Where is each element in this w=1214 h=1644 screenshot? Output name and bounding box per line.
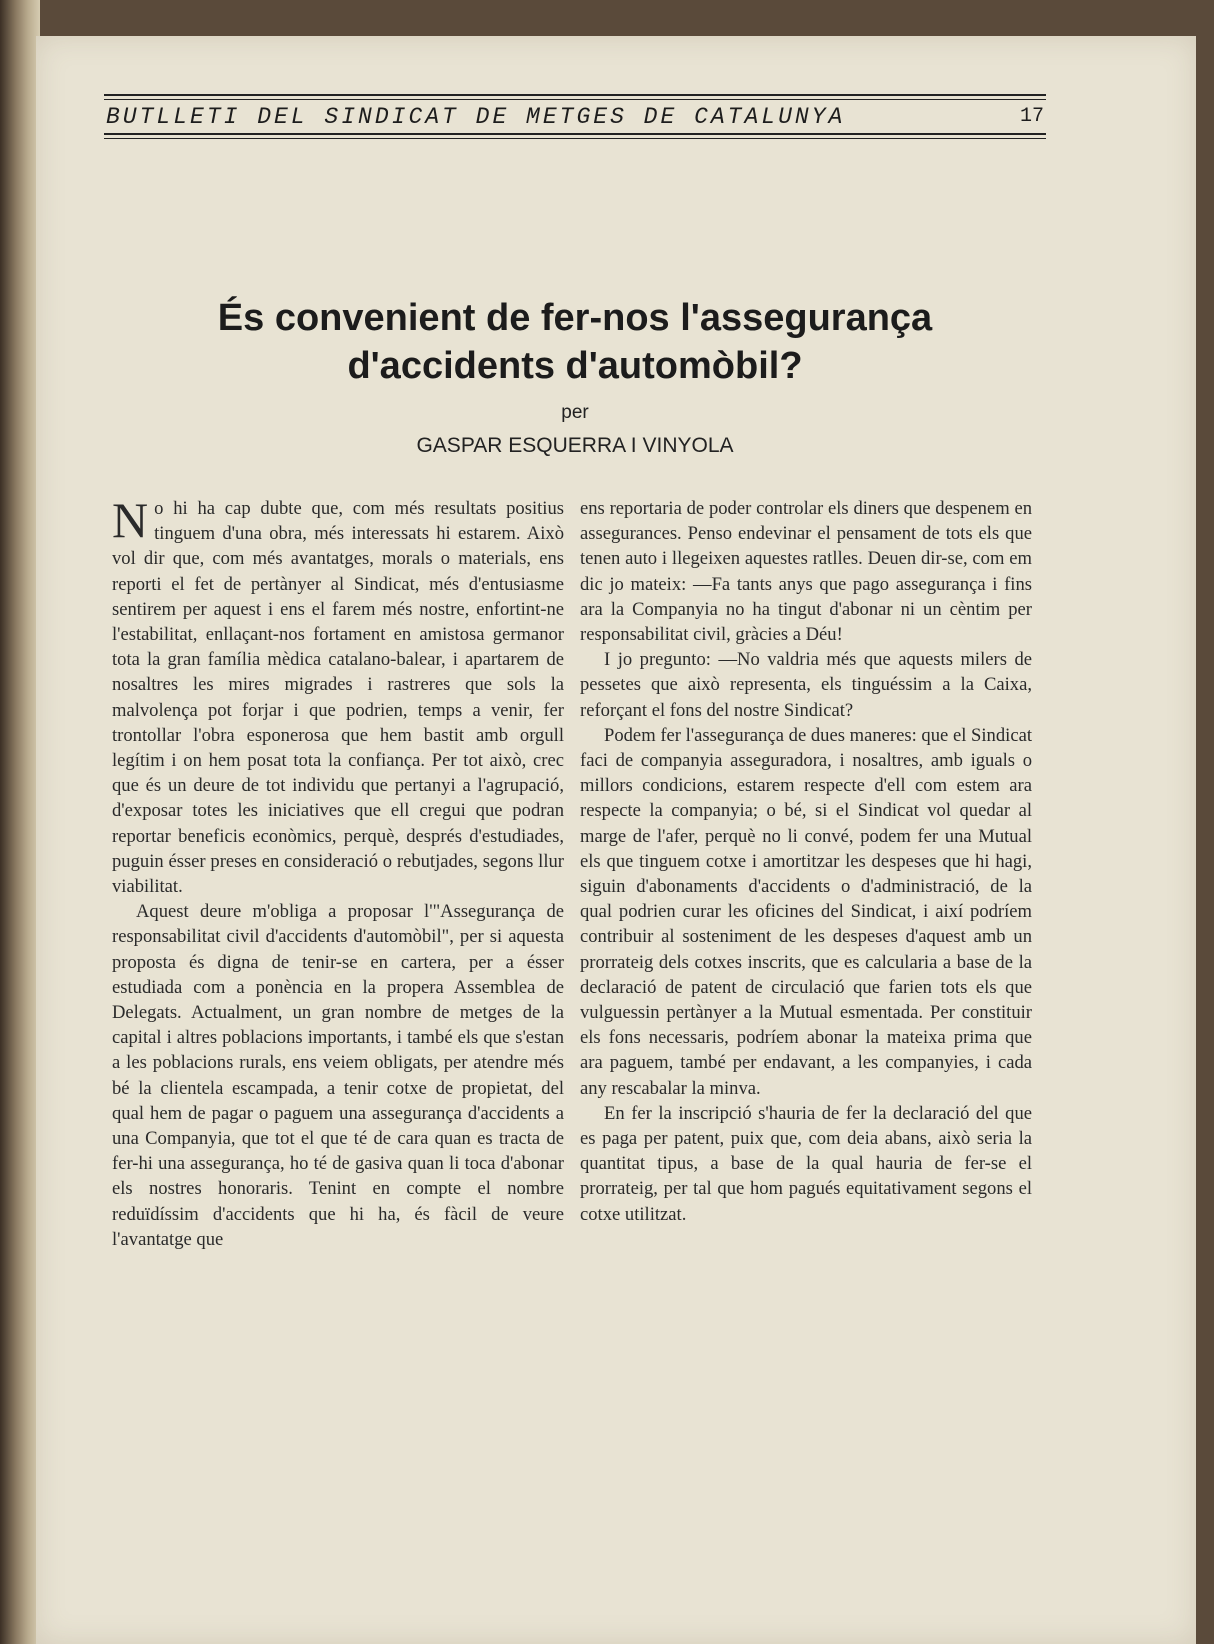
author-name: GASPAR ESQUERRA I VINYOLA	[416, 434, 734, 457]
left-column	[112, 492, 564, 1252]
drop-cap: N	[112, 492, 149, 548]
page-number: 17	[1019, 105, 1044, 128]
byline-per: per	[561, 402, 589, 423]
header-rule-bottom-thin	[104, 138, 1046, 139]
book-spine	[0, 0, 40, 1644]
header-rule-top-thin	[104, 99, 1046, 100]
paragraph: I jo pregunto: —No valdria més que aquests milers de pessetes que això representa, els tinguéssim a la Caixa, reforçant el fons del nostre Sindicat?	[580, 649, 1032, 721]
article-title	[104, 294, 1046, 390]
paragraph: En fer la inscripció s'hauria de fer la declaració del que es paga per patent, puix que, com deia abans, això seria la quantitat tipus, a base de la qual hauria de fer-se el prorrateig, per tal que hom pagués equitativament segons el cotxe utilitzat.	[580, 1102, 1032, 1225]
document-page	[36, 36, 1196, 1644]
paragraph: Aquest deure m'obliga a proposar l'"Assegurança de responsabilitat civil d'accidents d'automòbil", per si aquesta proposta és digna de tenir-se en cartera, per a ésser estudiada com a ponència en la propera Assemblea de Delegats. Actualment, un gran nombre de metges de la capital i altres poblacions importants, i també els que s'estan a les poblacions rurals, ens veiem obligats, per atendre més bé la clientela escampada, a tenir cotxe de propietat, del qual hem de pagar o paguem una assegurança d'accidents a una Companyia, que tot el que té de cara quan es tracta de fer-hi una assegurança, ho té de gasiva quan li toca d'abonar els nostres honoraris. Tenint en compte el nombre reduïdíssim d'accidents que hi ha, és fàcil de veure l'avantatge que	[112, 901, 564, 1250]
article-title-line-2: d'accidents d'automòbil?	[347, 345, 803, 387]
paragraph-text: o hi ha cap dubte que, com més resultats positius tinguem d'una obra, més interessats hi estarem. Això vol dir que, com més avantatges, morals o materials, ens reporti el fet de pertànyer al Sindicat, més d'entusiasme sentirem per aquest i ens el farem més nostre, enfortint-ne l'estabilitat, enllaçant-nos fortament en amistosa germanor tota la gran família mèdica catalano-balear, i apartarem de nosaltres les mires migrades i rastreres que sols la malvolença pot forjar i que podrien, temps a venir, fer trontollar l'obra esponerosa que hem bastit amb orgull legítim i on hem posat tota la confiança. Per tot això, crec que és un deure de tot individu que pertanyi a l'agrupació, d'exposar totes les iniciatives que ell cregui que podran reportar beneficis econòmics, perquè, després d'estudiades, puguin ésser preses en consideració o rebutjades, segons llur viabilitat.	[112, 498, 564, 898]
journal-title: BUTLLETI DEL SINDICAT DE METGES DE CATALUNYA	[106, 104, 846, 130]
header-rule-bottom	[104, 133, 1046, 135]
right-column	[580, 496, 1032, 1227]
paragraph	[112, 492, 564, 899]
paragraph: Podem fer l'assegurança de dues maneres: que el Sindicat faci de companyia asseguradora, i nosaltres, amb iguals o millors condicions, estarem respecte d'ell com estem ara respecte la companyia; o bé, si el Sindicat vol quedar al marge de l'afer, perquè no li convé, podem fer una Mutual els que tinguem cotxe i amortitzar les despeses que hi hagi, siguin d'abonaments d'accidents o d'administració, de la qual podrien curar les oficines del Sindicat, i així podríem contribuir al sosteniment de les despeses d'aquest amb un prorrateig dels cotxes inscrits, que es calcularia a base de la declaració de patent de circulació que farien tots els que vulguessin pertànyer a la Mutual esmentada. Per constituir els fons necessaris, podríem abonar la mateixa prima que ara paguem, també per endavant, a les companyies, i cada any rescabalar la minva.	[580, 724, 1032, 1099]
header-rule-top	[104, 94, 1046, 96]
header-row	[104, 103, 1046, 131]
article-title-line-1: És convenient de fer-nos l'assegurança	[217, 297, 933, 339]
paragraph: ens reportaria de poder controlar els diners que despenem en assegurances. Penso endevinar el pensament de tots els que tenen auto i llegeixen aquestes ratlles. Deuen dir-se, com em dic jo mateix: —Fa tants anys que pago assegurança i fins ara la Companyia no ha tingut d'abonar ni un cèntim per responsabilitat civil, gràcies a Déu!	[580, 498, 1032, 646]
running-header	[104, 94, 1046, 142]
